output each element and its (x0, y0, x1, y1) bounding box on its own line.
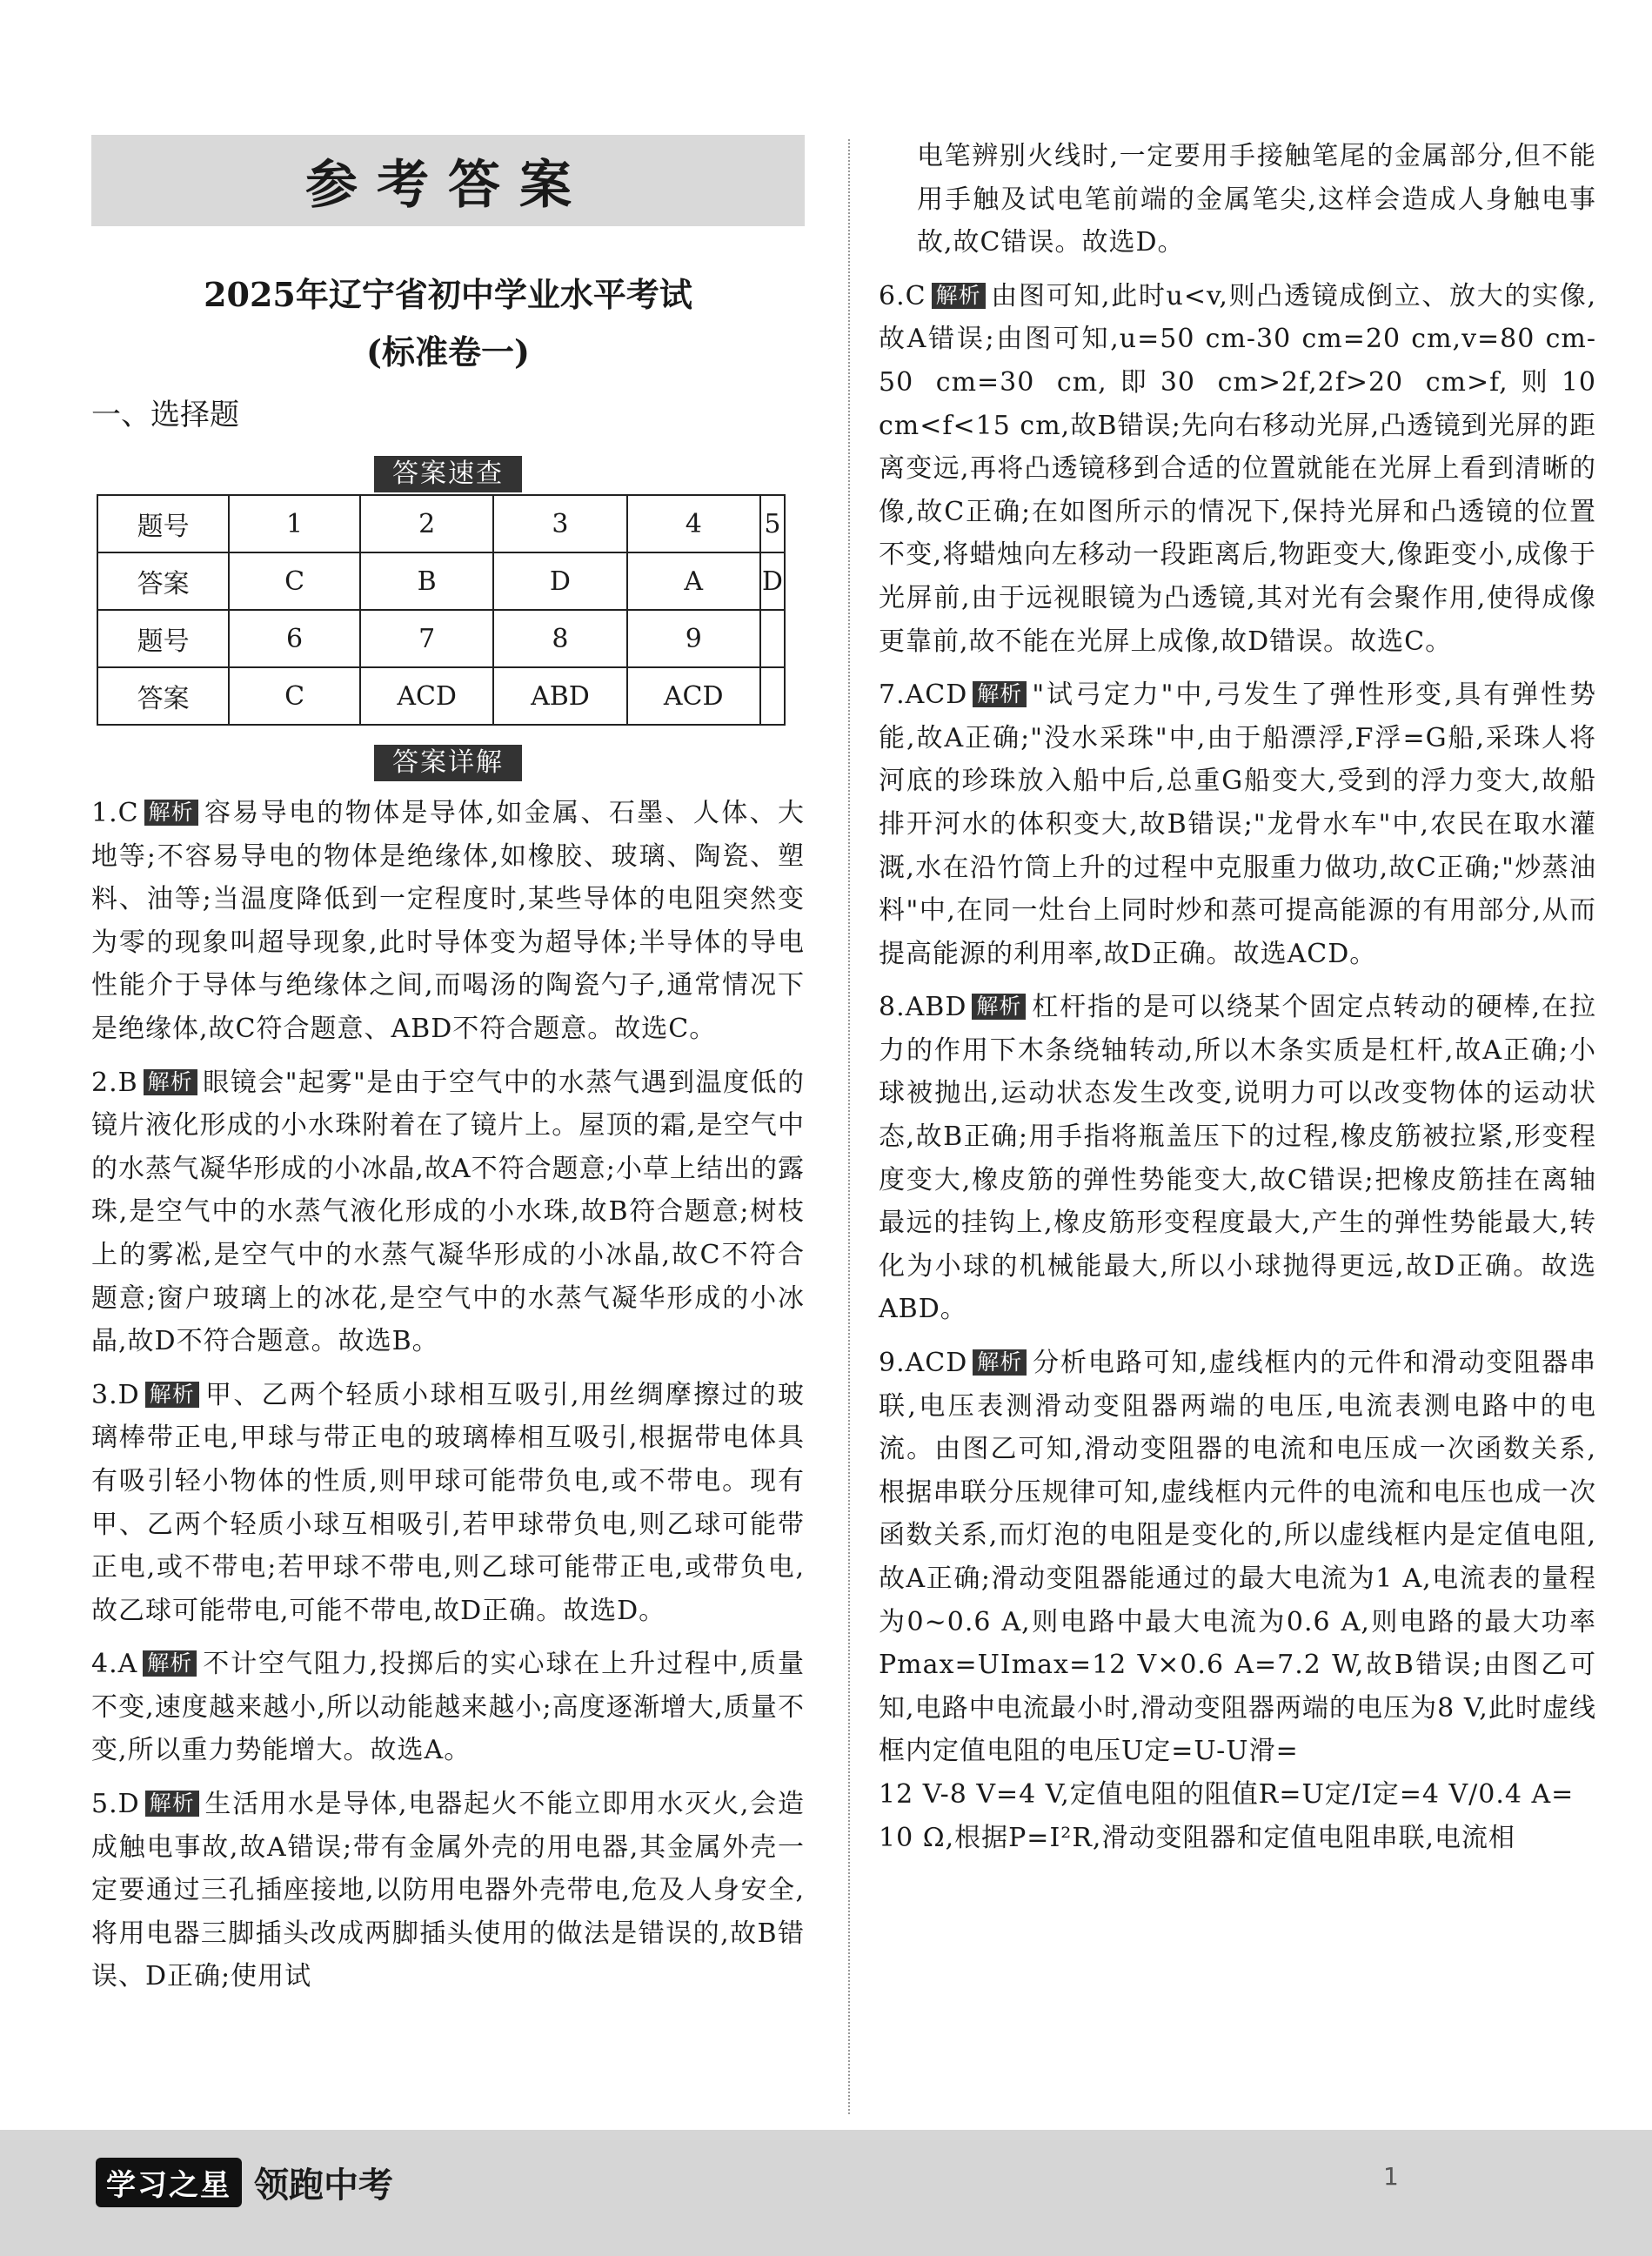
item-text: 不计空气阻力,投掷后的实心球在上升过程中,质量不变,速度越来越小,所以动能越来越小;高度逐渐增大,质量不变,所以重力势能增大。故选A。 (91, 1649, 805, 1766)
item-number: 6.C (879, 280, 926, 311)
brand-logo: 学习之星 (96, 2158, 242, 2207)
formula-line: 12 V-8 V=4 V,定值电阻的阻值R=U定/I定=4 V/0.4 A= (879, 1778, 1575, 1810)
answer-item-3 (91, 1374, 805, 1633)
column-divider (848, 139, 850, 2114)
item-number: 9.ACD (879, 1348, 968, 1379)
analysis-badge: 解析 (973, 1349, 1027, 1376)
brand-slogan: 领跑中考 (254, 2166, 393, 2206)
answer-item-2 (91, 1061, 805, 1363)
table-cell: ABD (493, 667, 626, 725)
answer-item-7 (879, 673, 1596, 975)
table-cell: 7 (360, 610, 493, 667)
formula-line: 10 Ω,根据P=I²R,滑动变阻器和定值电阻串联,电流相 (879, 1822, 1515, 1853)
table-cell: 9 (627, 610, 760, 667)
table-cell: 2 (360, 495, 493, 552)
item-number: 7.ACD (879, 679, 968, 711)
answer-table (97, 494, 786, 726)
exam-title-line2: (标准卷一) (366, 332, 530, 372)
item-number: 5.D (91, 1789, 140, 1820)
table-cell (760, 610, 785, 667)
footer-brand (96, 2158, 393, 2207)
item-text: 由图可知,此时u<v,则凸透镜成倒立、放大的实像,故A错误;由图可知,u=50 cm-30 cm=20 cm,v=80 cm-50 cm=30 cm,即30 cm>2f,2f>20 cm>f,则10 cm<f<15 cm,故B错误;先向右移动光屏,凸透镜到光屏的距离变远,再将凸透镜移到合适的位置就能在光屏上看到清晰的像,故C正确;在如图所示的情况下,保持光屏和凸透镜的位置不变,将蜡烛向左移动一段距离后,物距变大,像距变小,成像于光屏前,由于远视眼镜为凸透镜,其对光有会聚作用,使得成像更靠前,故不能在光屏上成像,故D错误。故选C。 (879, 280, 1596, 657)
table-cell: C (229, 552, 360, 610)
item-text: 生活用水是导体,电器起火不能立即用水灭火,会造成触电事故,故A错误;带有金属外壳的用电器,其金属外壳一定要通过三孔插座接地,以防用电器外壳带电,危及人身安全,将用电器三脚插头改成两脚插头使用的做法是错误的,故B错误、D正确;使用试 (91, 1789, 805, 1992)
section-heading: 一、选择题 (91, 398, 239, 432)
analysis-badge: 解析 (973, 681, 1027, 707)
table-cell: 题号 (97, 610, 229, 667)
page-number: 1 (1383, 2162, 1399, 2191)
table-cell: 题号 (97, 495, 229, 552)
answer-banner: 参考答案 (91, 135, 805, 226)
exam-title (91, 266, 805, 381)
table-cell: 1 (229, 495, 360, 552)
detail-answer-tag: 答案详解 (374, 745, 522, 781)
item-number: 1.C (91, 798, 139, 828)
table-cell: ACD (627, 667, 760, 725)
table-cell: 6 (229, 610, 360, 667)
analysis-badge: 解析 (932, 283, 986, 309)
table-cell: 3 (493, 495, 626, 552)
item-text: 眼镜会"起雾"是由于空气中的水蒸气遇到温度低的镜片液化形成的小水珠附着在了镜片上。屋顶的霜,是空气中的水蒸气凝华形成的小冰晶,故A不符合题意;小草上结出的露珠,是空气中的水蒸气液化形成的小水珠,故B符合题意;树枝上的雾凇,是空气中的水蒸气凝华形成的小冰晶,故C不符合题意;窗户玻璃上的冰花,是空气中的水蒸气凝华形成的小冰晶,故D不符合题意。故选B。 (91, 1067, 805, 1357)
analysis-badge: 解析 (144, 1069, 197, 1095)
table-cell: A (627, 552, 760, 610)
table-cell: 答案 (97, 667, 229, 725)
analysis-badge: 解析 (144, 800, 198, 826)
item-number: 8.ABD (879, 992, 967, 1023)
table-cell: 答案 (97, 552, 229, 610)
item-number: 3.D (91, 1379, 140, 1410)
answer-item-4 (91, 1643, 805, 1772)
analysis-badge: 解析 (145, 1791, 199, 1817)
item-number: 2.B (91, 1067, 138, 1098)
answer-item-5-continued: 电笔辨别火线时,一定要用手接触笔尾的金属部分,但不能用手触及试电笔前端的金属笔尖,这样会造成人身触电事故,故C错误。故选D。 (917, 141, 1596, 258)
table-cell: ACD (360, 667, 493, 725)
table-cell (760, 667, 785, 725)
answer-item-9 (879, 1342, 1596, 1859)
table-row (97, 610, 785, 667)
item-number: 4.A (91, 1649, 138, 1680)
answer-item-6 (879, 275, 1596, 663)
item-text: 容易导电的物体是导体,如金属、石墨、人体、大地等;不容易导电的物体是绝缘体,如橡胶、玻璃、陶瓷、塑料、油等;当温度降低到一定程度时,某些导体的电阻突然变为零的现象叫超导现象,此时导体变为超导体;半导体的导电性能介于导体与绝缘体之间,而喝汤的陶瓷勺子,通常情况下是绝缘体,故C符合题意、ABD不符合题意。故选C。 (91, 798, 805, 1044)
table-cell: 5 (760, 495, 785, 552)
item-text: "试弓定力"中,弓发生了弹性形变,具有弹性势能,故A正确;"没水采珠"中,由于船漂浮,F浮=G船,采珠人将河底的珍珠放入船中后,总重G船变大,受到的浮力变大,故船排开河水的体积变大,故B错误;"龙骨水车"中,农民在取水灌溉,水在沿竹筒上升的过程中克服重力做功,故C正确;"炒蒸油料"中,在同一灶台上同时炒和蒸可提高能源的有用部分,从而提高能源的利用率,故D正确。故选ACD。 (879, 679, 1596, 969)
table-cell: D (760, 552, 785, 610)
table-row (97, 495, 785, 552)
analysis-badge: 解析 (972, 994, 1026, 1020)
table-cell: 8 (493, 610, 626, 667)
analysis-badge: 解析 (145, 1382, 199, 1408)
answer-item-1 (91, 792, 805, 1051)
table-cell: B (360, 552, 493, 610)
quick-answer-tag: 答案速查 (374, 456, 522, 492)
item-text: 杠杆指的是可以绕某个固定点转动的硬棒,在拉力的作用下木条绕轴转动,所以木条实质是杠杆,故A正确;小球被抛出,运动状态发生改变,说明力可以改变物体的运动状态,故B正确;用手指将瓶盖压下的过程,橡皮筋被拉紧,形变程度变大,橡皮筋的弹性势能变大,故C错误;把橡皮筋挂在离轴最远的挂钩上,橡皮筋形变程度最大,产生的弹性势能最大,转化为小球的机械能最大,所以小球抛得更远,故D正确。故选ABD。 (879, 992, 1596, 1325)
table-row (97, 667, 785, 725)
table-cell: C (229, 667, 360, 725)
table-cell: 4 (627, 495, 760, 552)
right-column (879, 135, 1596, 1859)
item-text: 分析电路可知,虚线框内的元件和滑动变阻器串联,电压表测滑动变阻器两端的电压,电流表测电路中的电流。由图乙可知,滑动变阻器的电流和电压成一次函数关系,根据串联分压规律可知,虚线框内元件的电流和电压也成一次函数关系,而灯泡的电阻是变化的,所以虚线框内是定值电阻,故A正确;滑动变阻器能通过的最大电流为1 A,电流表的量程为0~0.6 A,则电路中最大电流为0.6 A,则电路的最大功率Pmax=UImax=12 V×0.6 A=7.2 W,故B错误;由图乙可知,电路中电流最小时,滑动变阻器两端的电压为8 V,此时虚线框内定值电阻的电压U定=U-U滑= (879, 1348, 1596, 1767)
exam-title-line1: 2025年辽宁省初中学业水平考试 (204, 275, 692, 314)
left-column (91, 135, 805, 1998)
analysis-badge: 解析 (143, 1650, 197, 1677)
table-cell: D (493, 552, 626, 610)
answer-item-8 (879, 986, 1596, 1331)
table-row (97, 552, 785, 610)
answer-item-5 (91, 1783, 805, 1998)
item-text: 甲、乙两个轻质小球相互吸引,用丝绸摩擦过的玻璃棒带正电,甲球与带正电的玻璃棒相互吸引,根据带电体具有吸引轻小物体的性质,则甲球可能带负电,或不带电。现有甲、乙两个轻质小球互相吸引,若甲球带负电,则乙球可能带正电,或不带电;若甲球不带电,则乙球可能带正电,或带负电,故乙球可能带电,可能不带电,故D正确。故选D。 (91, 1379, 805, 1626)
